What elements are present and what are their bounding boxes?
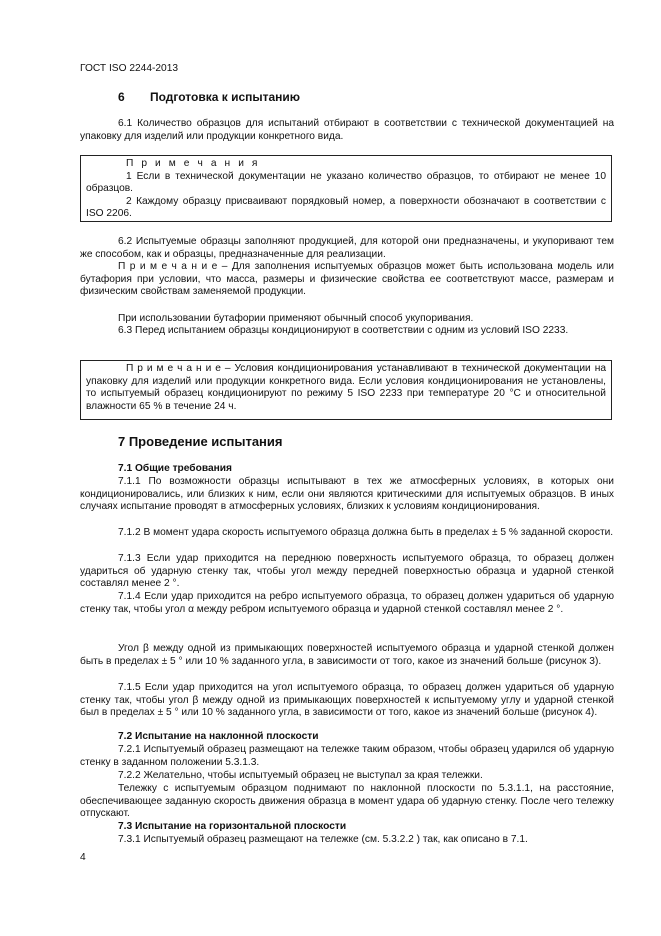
note-box-1 — [80, 155, 612, 222]
note-box-1-item-1: 1 Если в технической документации не указано количество образцов, то отбирают не менее 10 образцов. — [86, 170, 606, 195]
paragraph-6-3: 6.3 Перед испытанием образцы кондиционируют в соответствии с одним из условий ISO 2233. — [118, 325, 569, 336]
note-box-1-label: П р и м е ч а н и я — [126, 158, 261, 169]
paragraph-7-2-2: 7.2.2 Желательно, чтобы испытуемый образец не выступал за края тележки. — [118, 770, 483, 781]
paragraph-7-1-4: 7.1.4 Если удар приходится на ребро испытуемого образца, то образец должен удариться об ударную стенку так, чтобы угол α между ребром испытуемого образца и ударной стенкой составлял менее 2 °. — [80, 591, 614, 615]
paragraph-7-1-4-angle: Угол β между одной из примыкающих поверхностей испытуемого образца и ударной стенкой должен быть в пределах ± 5 ° или 10 % заданного угла, в зависимости от того, какое из значений больше (рисунок 3). — [80, 643, 614, 667]
paragraph-7-1-5: 7.1.5 Если удар приходится на угол испытуемого образца, то образец должен удариться об ударную стенку так, чтобы угол β между одной из примыкающих поверхностей к испытуемому углу и ударной стенкой был в пределах ± 5 ° или 10 % заданного угла, в зависимости от того, какое из значений больше (рисунок 4). — [80, 682, 614, 719]
paragraph-6-2-extra: При использовании бутафории применяют обычный способ укупоривания. — [118, 313, 474, 324]
paragraph-6-1: 6.1 Количество образцов для испытаний отбирают в соответствии с технической документацией на упаковку для изделий или продукции конкретного вида. — [80, 118, 614, 142]
section-6-number: 6 — [118, 90, 125, 104]
paragraph-7-2-2-b: Тележку с испытуемым образцом поднимают по наклонной плоскости по 5.3.1.1, на расстояние, обеспечивающее заданную скорость движения образца в момент удара об ударную стенку. После чего тележку отпускают. — [80, 783, 614, 820]
paragraph-6-2-note: П р и м е ч а н и е – Для заполнения испытуемых образцов может быть использована модель или бутафория при условии, что масса, размеры и физические свойства ее соответствуют массе, размерам и физическим свойствам заменяемой продукции. — [80, 261, 614, 298]
paragraph-7-1-3: 7.1.3 Если удар приходится на переднюю поверхность испытуемого образца, то образец должен удариться об ударную стенку так, чтобы угол между передней поверхностью образца и ударной стенкой составлял менее 2 °. — [80, 553, 614, 590]
note-box-2 — [80, 360, 612, 420]
paragraph-6-2: 6.2 Испытуемые образцы заполняют продукцией, для которой они предназначены, и укупоривают тем же способом, как и образцы, предназначенные для реализации. — [80, 236, 614, 260]
section-6-title: Подготовка к испытанию — [150, 90, 301, 104]
standard-header: ГОСТ ISO 2244-2013 — [80, 63, 179, 74]
page-number: 4 — [80, 852, 86, 863]
subsection-7-3-title: 7.3 Испытание на горизонтальной плоскости — [118, 821, 347, 832]
paragraph-7-1-1: 7.1.1 По возможности образцы испытывают в тех же атмосферных условиях, в которых они кондиционировались, или близких к ним, если они являются критическими для испытуемых образцов. В иных случаях испытание проводят в атмосферных условиях, близких к условиям кондиционирования. — [80, 476, 614, 513]
note-box-1-item-2: 2 Каждому образцу присваивают порядковый номер, а поверхности обозначают в соответствии с ISO 2206. — [86, 195, 606, 220]
paragraph-7-1-2: 7.1.2 В момент удара скорость испытуемого образца должна быть в пределах ± 5 % заданной скорости. — [118, 527, 614, 538]
note-box-2-text: П р и м е ч а н и е – Условия кондиционирования устанавливают в технической документации на упаковку для изделий или продукции конкретного вида. Если условия кондиционирования не установлены, то испытуемый образец кондиционируют по режиму 5 ISO 2233 при температуре 20 °С и относительной влажности 65 % в течение 24 ч. — [86, 363, 606, 412]
subsection-7-1-title: 7.1 Общие требования — [118, 463, 232, 474]
subsection-7-2-title: 7.2 Испытание на наклонной плоскости — [118, 731, 319, 742]
paragraph-7-2-1: 7.2.1 Испытуемый образец размещают на тележке таким образом, чтобы образец ударился об ударную стенку в заданном положении 5.3.1.3. — [80, 744, 614, 768]
paragraph-7-3-1: 7.3.1 Испытуемый образец размещают на тележке (см. 5.3.2.2 ) так, как описано в 7.1. — [118, 834, 528, 845]
section-7-title: 7 Проведение испытания — [118, 434, 283, 449]
